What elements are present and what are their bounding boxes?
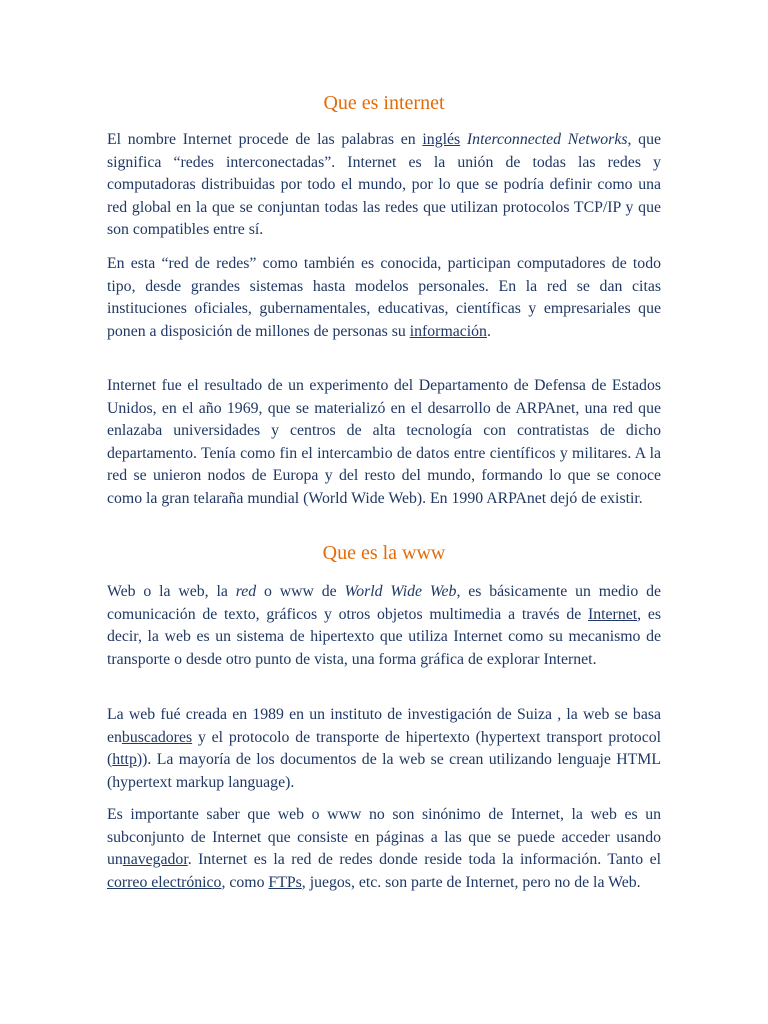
paragraph-internet-definition: El nombre Internet procede de las palabras en inglés Interconnected Networks, que significa “redes interconectadas”. Internet es la unión de todas las redes y computadoras distribuidas por todo el mundo, por lo que se podría definir como una red global en la que se conjuntan todas las redes que utilizan protocolos TCP/IP y que son compatibles entre sí. [107,131,661,238]
emphasis-interconnected-networks: Interconnected Networks [466,131,628,148]
paragraph-internet-history: Internet fue el resultado de un experimento del Departamento de Defensa de Estados Unidos, en el año 1969, que se materializó en el desarrollo de ARPAnet, una red que enlazaba universidades y centros de alta tecnología con contratistas de dicho departamento. Tenía como fin el intercambio de datos entre científicos y militares. A la red se unieron nodos de Europa y del resto del mundo, formando lo que se conoce como la gran telaraña mundial (World Wide Web). En 1990 ARPAnet dejó de existir. [107,377,661,507]
link-correo-electronico[interactable]: correo electrónico [107,873,222,891]
emphasis-red: red [235,583,257,600]
paragraph-web-creation: La web fué creada en 1989 en un instituto de investigación de Suiza , la web se basa enbuscadores y el protocolo de transporte de hipertexto (hypertext transport protocol (http)). La mayoría de los documentos de la web se crean utilizando lenguaje HTML (hypertext markup language). [107,706,661,791]
link-ingles[interactable]: inglés [422,131,461,148]
link-informacion[interactable]: información [409,322,487,340]
link-ftps[interactable]: FTPs [268,873,302,891]
section-heading-www: Que es la www [322,542,446,564]
link-http[interactable]: http [112,751,137,768]
paragraph-red-de-redes: En esta “red de redes” como también es conocida, participan computadores de todo tipo, desde grandes sistemas hasta modelos personales. En la red se dan citas instituciones oficiales, gubernamentales, educativas, científicas y empresariales que ponen a disposición de millones de personas su información. [107,255,661,340]
link-internet[interactable]: Internet [588,605,638,623]
link-navegador[interactable]: navegador [122,851,188,868]
link-buscadores[interactable]: buscadores [121,728,193,746]
paragraph-web-definition: Web o la web, la red o www de World Wide Web, es básicamente un medio de comunicación de texto, gráficos y otros objetos multimedia a través de Internet, es decir, la web es un sistema de hipertexto que utiliza Internet como su mecanismo de transporte o desde otro punto de vista, una forma gráfica de explorar Internet. [107,583,661,668]
emphasis-world-wide-web: World Wide Web [344,583,457,600]
paragraph-web-vs-internet: Es importante saber que web o www no son sinónimo de Internet, la web es un subconjunto de Internet que consiste en páginas a las que se puede acceder usando unnavegador. Internet es la red de redes donde reside toda la información. Tanto el correo electrónico, como FTPs, juegos, etc. son parte de Internet, pero no de la Web. [107,806,661,891]
section-heading-internet: Que es internet [323,92,445,114]
